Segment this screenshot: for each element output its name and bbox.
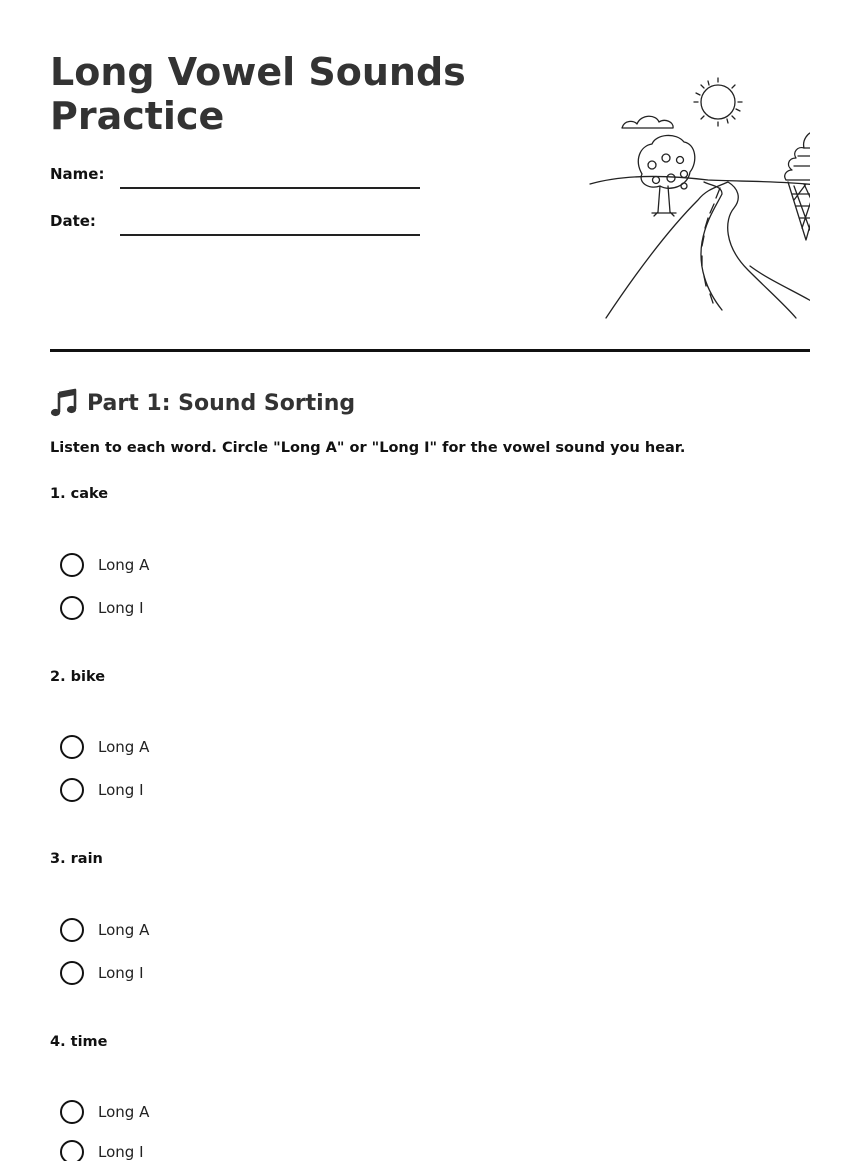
option-long-i[interactable] <box>60 595 144 621</box>
radio-button[interactable] <box>60 918 84 942</box>
sun-icon <box>694 78 742 126</box>
radio-button[interactable] <box>60 735 84 759</box>
option-long-a[interactable] <box>60 734 149 760</box>
illustration-icon <box>538 70 810 322</box>
date-field[interactable] <box>50 212 420 236</box>
option-long-i[interactable] <box>60 960 144 986</box>
option-label: Long I <box>98 1143 144 1161</box>
option-label: Long A <box>98 921 150 939</box>
part1-heading <box>50 386 355 420</box>
date-label: Date: <box>50 212 96 230</box>
part1-title: Part 1: Sound Sorting <box>87 390 356 416</box>
name-field[interactable] <box>50 165 420 189</box>
option-label: Long I <box>98 964 144 982</box>
tree-icon <box>638 135 694 216</box>
option-long-a[interactable] <box>60 917 149 943</box>
music-note-icon <box>50 388 78 418</box>
worksheet-header <box>50 50 810 350</box>
radio-button[interactable] <box>60 596 84 620</box>
worksheet-title: Long Vowel Sounds Practice <box>50 50 466 138</box>
name-line[interactable] <box>120 187 420 189</box>
radio-button[interactable] <box>60 961 84 985</box>
radio-button[interactable] <box>60 553 84 577</box>
option-long-i[interactable] <box>60 777 144 803</box>
name-label: Name: <box>50 165 105 183</box>
ice-cream-icon <box>785 132 810 240</box>
question-label: 3. rain <box>50 851 103 867</box>
option-long-a[interactable] <box>60 1099 149 1125</box>
part1-instructions: Listen to each word. Circle "Long A" or "Long I" for the vowel sound you hear. <box>50 440 686 456</box>
option-label: Long A <box>98 738 150 756</box>
header-divider <box>50 349 810 352</box>
radio-button[interactable] <box>60 1140 84 1161</box>
radio-button[interactable] <box>60 778 84 802</box>
option-label: Long I <box>98 599 144 617</box>
option-label: Long A <box>98 556 150 574</box>
question-label: 4. time <box>50 1034 108 1050</box>
option-label: Long I <box>98 781 144 799</box>
question-label: 1. cake <box>50 486 109 502</box>
question-label: 2. bike <box>50 669 106 685</box>
option-long-i[interactable] <box>60 1139 144 1161</box>
date-line[interactable] <box>120 234 420 236</box>
radio-button[interactable] <box>60 1100 84 1124</box>
road-icon <box>606 182 796 318</box>
cloud-icon <box>622 116 673 128</box>
option-label: Long A <box>98 1103 150 1121</box>
option-long-a[interactable] <box>60 552 149 578</box>
